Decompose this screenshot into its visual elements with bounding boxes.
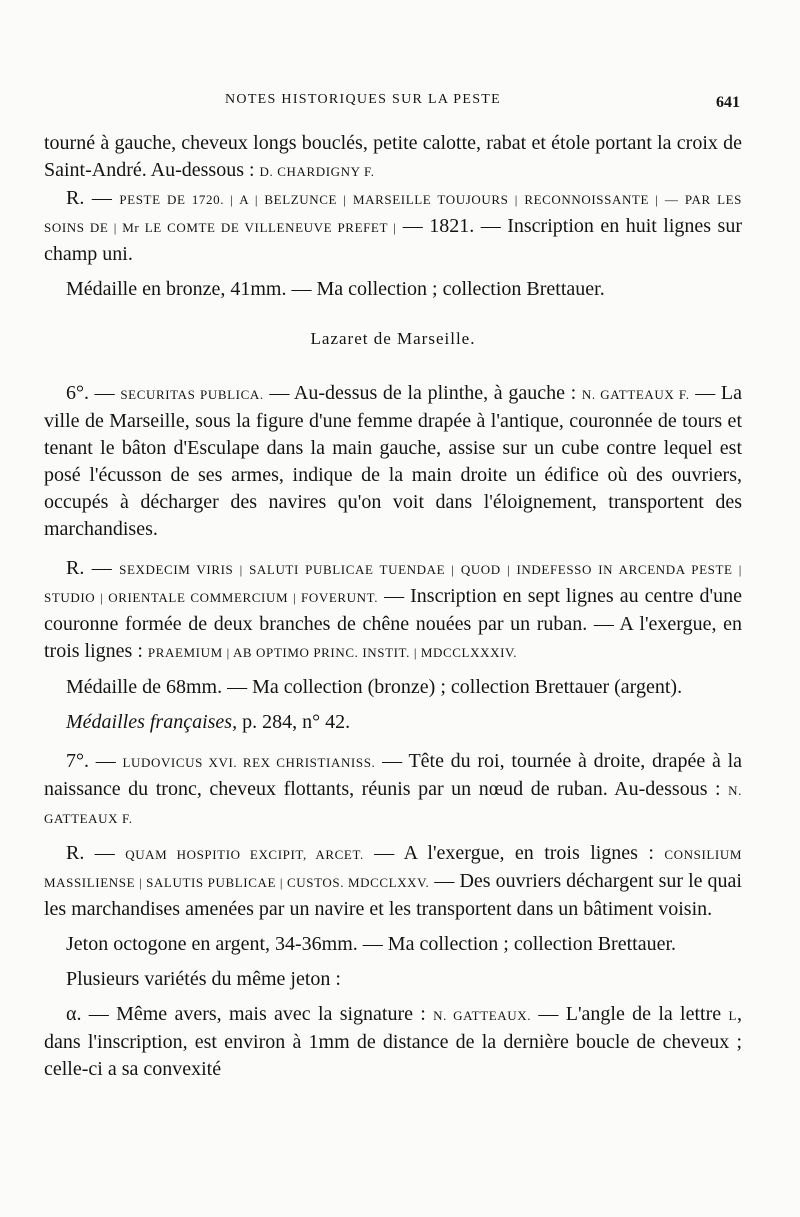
body-text xyxy=(44,130,742,1083)
engraver-signature: D. CHARDIGNY F. xyxy=(259,164,375,179)
obverse-legend: SECURITAS PUBLICA. xyxy=(120,387,264,402)
paragraph-obverse-description xyxy=(44,130,742,185)
paragraph-text: — La ville de Marseille, sous la figure d'une femme drapée à l'antique, couronnée de tours et tenant le bâton d'Esculape dans la main gauche, assise sur un cube contre lequel est posé l'écusson de ses armes, indique de la main droite un édifice où des ouvriers, occupés à décharger des navires qu'on voit dans l'éloignement, transportent des marchandises. xyxy=(44,382,743,540)
reverse-prefix: R. — xyxy=(66,842,126,864)
paragraph-medal-7-reverse xyxy=(44,840,742,923)
paragraph-reference xyxy=(44,709,742,736)
reverse-prefix: R. — xyxy=(66,557,120,579)
paragraph-varieties-intro xyxy=(44,966,742,993)
paragraph-text: — Tête du roi, tournée à droite, drapée à la naissance du tronc, cheveux flottants, réunis par un nœud de ruban. Au-dessous : xyxy=(44,750,743,800)
exergue-text: CONSILIUM MASSILIENSE | SALUTIS PUBLICAE | CUSTOS. MDCCLXXV. xyxy=(44,847,742,890)
inscription-letter: L xyxy=(728,1008,737,1023)
paragraph-text: — Inscription en sept lignes au centre d'une couronne formée de deux branches de chêne nouées par un ruban. — A l'exergue, en trois lignes : xyxy=(44,585,742,662)
paragraph-reverse-inscription xyxy=(44,185,742,268)
paragraph-medal-info xyxy=(44,276,742,303)
paragraph-medal-6-obverse xyxy=(44,380,742,543)
paragraph-medal-7-obverse xyxy=(44,748,742,832)
paragraph-token-info xyxy=(44,931,742,958)
reference-title: Médailles françaises, xyxy=(66,711,238,733)
obverse-legend: LUDOVICUS XVI. REX CHRISTIANISS. xyxy=(122,755,376,770)
paragraph-medal-info xyxy=(44,674,742,701)
paragraph-text: — Au-dessus de la plinthe, à gauche : xyxy=(263,382,582,404)
item-number: 7°. — xyxy=(66,750,123,772)
reverse-prefix: R. — xyxy=(66,187,120,209)
paragraph-text: Plusieurs variétés du même jeton : xyxy=(66,968,341,990)
paragraph-variety-alpha xyxy=(44,1001,742,1083)
paragraph-text: Médaille en bronze, 41mm. — Ma collection ; collection Brettauer. xyxy=(66,278,605,300)
paragraph-text: — A l'exergue, en trois lignes : xyxy=(363,842,665,864)
section-title: Lazaret de Marseille. xyxy=(310,329,476,348)
paragraph-text: — Des ouvriers déchargent sur le quai les marchandises amenées par un navire et les transportent dans un bâtiment voisin. xyxy=(44,870,742,920)
item-number: 6°. — xyxy=(66,382,121,404)
engraver-signature: N. GATTEAUX F. xyxy=(44,783,742,826)
paragraph-medal-6-reverse xyxy=(44,555,742,666)
reverse-legend: QUAM HOSPITIO EXCIPIT, ARCET. xyxy=(125,847,364,862)
paragraph-text: — L'angle de la lettre xyxy=(531,1003,729,1025)
paragraph-text: , dans l'inscription, est environ à 1mm de distance de la dernière boucle de cheveux ; celle-ci a sa convexité xyxy=(44,1003,742,1080)
paragraph-text: Jeton octogone en argent, 34-36mm. — Ma collection ; collection Brettauer. xyxy=(66,933,677,955)
engraver-signature: N. GATTEAUX. xyxy=(433,1008,532,1023)
page-header xyxy=(40,92,740,116)
paragraph-text: tourné à gauche, cheveux longs bouclés, petite calotte, rabat et étole portant la croix de Saint-André. Au-dessous : xyxy=(44,132,742,181)
reverse-legend: SEXDECIM VIRIS | SALUTI PUBLICAE TUENDAE | QUOD | INDEFESSO IN ARCENDA PESTE | STUDIO | ORIENTALE COMMERCIUM | FOVERUNT. xyxy=(44,562,742,605)
running-title: NOTES HISTORIQUES SUR LA PESTE xyxy=(225,92,501,107)
reverse-legend: PESTE DE 1720. | A | BELZUNCE | MARSEILLE TOUJOURS | RECONNOISSANTE | — PAR LES SOINS DE | Mr LE COMTE DE VILLENEUVE PREFET | xyxy=(44,192,742,235)
paragraph-text: Médaille de 68mm. — Ma collection (bronze) ; collection Brettauer (argent). xyxy=(66,676,683,698)
variety-prefix: α. — Même avers, mais avec la signature : xyxy=(66,1003,434,1025)
exergue-text: PRAEMIUM | AB OPTIMO PRINC. INSTIT. | MDCCLXXXIV. xyxy=(147,645,518,660)
page-number: 641 xyxy=(716,94,740,111)
engraver-signature: N. GATTEAUX F. xyxy=(581,387,690,402)
reference-page: p. 284, n° 42. xyxy=(237,711,351,733)
paragraph-text: — 1821. — Inscription en huit lignes sur champ uni. xyxy=(44,215,742,265)
